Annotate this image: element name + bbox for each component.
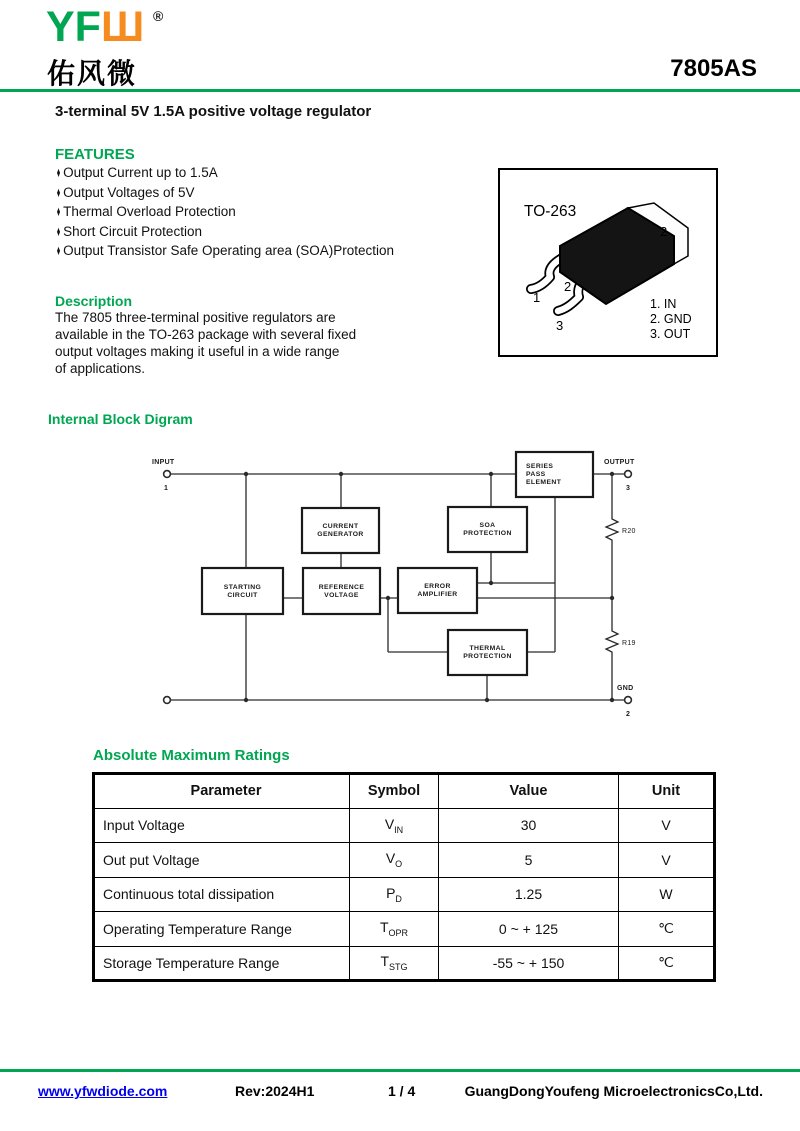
description-line: of applications. (55, 361, 146, 376)
diamond-bullet-icon: ♦ (56, 242, 61, 258)
unit-cell: ℃ (619, 946, 715, 981)
footer-divider (0, 1069, 800, 1072)
column-header-symbol: Symbol (350, 774, 439, 809)
package-outline-box (498, 168, 718, 357)
logo-w-text: Ш (100, 3, 145, 51)
diamond-bullet-icon: ♦ (56, 183, 61, 200)
description-line: The 7805 three-terminal positive regulators are (55, 310, 336, 325)
block-label: AMPLIFIER (417, 591, 458, 598)
block-label: STARTING (223, 584, 262, 591)
output-terminal (625, 471, 632, 478)
input-label: INPUT (152, 459, 175, 466)
page-number: 1 / 4 (388, 1083, 416, 1099)
block-label: ERROR (424, 583, 451, 590)
input-terminal (164, 471, 171, 478)
description-heading: Description (55, 293, 133, 309)
feature-text: Thermal Overload Protection (63, 204, 236, 219)
table-row (94, 912, 715, 947)
resistor-r19-symbol (606, 628, 618, 656)
to263-package-drawing (500, 170, 716, 355)
table-row (94, 843, 715, 878)
table-header-row (94, 774, 715, 809)
table-row (94, 877, 715, 912)
legend-pin1: 1. IN (650, 297, 677, 311)
block-label: PROTECTION (463, 530, 512, 537)
block-label: CIRCUIT (227, 592, 258, 599)
symbol-cell (350, 946, 439, 981)
table-row (94, 946, 715, 981)
feature-text: Output Voltages of 5V (63, 184, 195, 200)
parameter-cell: Operating Temperature Range (94, 912, 350, 947)
lead1 (531, 258, 562, 289)
symbol-base: V (384, 815, 395, 832)
tab-pin-label: 2 (660, 224, 668, 239)
company-name-chinese: 佑风微 (47, 58, 138, 89)
symbol-base: T (380, 953, 390, 970)
column-header-parameter: Parameter (94, 774, 350, 809)
ground-left-terminal (164, 697, 171, 704)
gnd-pin-number: 2 (626, 711, 631, 718)
block-label: VOLTAGE (324, 592, 359, 599)
company-logo (46, 3, 145, 51)
value-cell: 5 (439, 843, 619, 878)
starting-circuit-block (202, 568, 283, 614)
diamond-bullet-icon: ♦ (56, 164, 61, 180)
gnd-terminal (625, 697, 632, 704)
reference-voltage-block (303, 568, 380, 614)
diamond-bullet-icon: ♦ (56, 203, 61, 219)
feature-item (55, 183, 394, 203)
feature-item (55, 222, 394, 242)
header-divider (0, 89, 800, 92)
description-line: output voltages making it useful in a wide range (55, 344, 340, 359)
symbol-sub: STG (389, 962, 408, 973)
symbol-sub: D (395, 893, 402, 904)
symbol-sub: O (395, 859, 403, 870)
input-pin-number: 1 (164, 485, 169, 492)
block-label: SERIES (526, 463, 554, 470)
resistor-r20-symbol (606, 516, 618, 544)
package-name: TO-263 (524, 203, 577, 220)
internal-block-diagram (130, 440, 690, 730)
resistor-r19-label: R19 (622, 640, 636, 647)
block-label: CURRENT (322, 523, 359, 530)
value-cell: 30 (439, 808, 619, 843)
description-body (55, 309, 356, 377)
column-header-unit: Unit (619, 774, 715, 809)
feature-text: Short Circuit Protection (63, 223, 202, 239)
output-label: OUTPUT (604, 459, 635, 466)
part-number: 7805AS (670, 55, 757, 82)
column-header-value: Value (439, 774, 619, 809)
table-row (94, 808, 715, 843)
resistor-r20-label: R20 (622, 528, 636, 535)
feature-text: Output Transistor Safe Operating area (SOA)Protection (63, 243, 395, 258)
value-cell: 0 ~ + 125 (439, 912, 619, 947)
symbol-sub: IN (394, 824, 404, 835)
block-label: SOA (479, 522, 496, 529)
block-label: PROTECTION (463, 653, 512, 660)
features-heading: FEATURES (55, 146, 135, 163)
symbol-base: T (379, 919, 389, 936)
parameter-cell: Input Voltage (94, 808, 350, 843)
description-line: available in the TO-263 package with several fixed (55, 327, 357, 342)
unit-cell: W (619, 877, 715, 912)
revision-label: Rev:2024H1 (235, 1083, 315, 1099)
registered-trademark-icon: ® (153, 8, 164, 24)
pin1-label: 1 (533, 290, 541, 305)
symbol-base: V (385, 850, 396, 867)
symbol-cell (350, 912, 439, 947)
block-label: GENERATOR (317, 531, 364, 538)
website-link[interactable]: www.yfwdiode.com (38, 1083, 168, 1099)
value-cell: 1.25 (439, 877, 619, 912)
symbol-cell (350, 808, 439, 843)
pin2-label: 2 (564, 279, 572, 294)
symbol-sub: OPR (388, 928, 409, 939)
diagram-heading: Internal Block Digram (48, 411, 193, 427)
output-pin-number: 3 (626, 485, 631, 492)
block-label: PASS (526, 471, 546, 478)
ratings-heading: Absolute Maximum Ratings (93, 747, 290, 764)
company-name: GuangDongYoufeng MicroelectronicsCo,Ltd. (464, 1083, 763, 1099)
features-list (55, 163, 394, 261)
feature-item (55, 241, 394, 261)
value-cell: -55 ~ + 150 (439, 946, 619, 981)
feature-item (55, 163, 394, 183)
page-title: 3-terminal 5V 1.5A positive voltage regulator (55, 103, 372, 120)
pin3-label: 3 (556, 318, 564, 333)
symbol-cell (350, 877, 439, 912)
block-label: THERMAL (469, 645, 506, 652)
logo-yf-text: YF (46, 3, 101, 51)
parameter-cell: Out put Voltage (94, 843, 350, 878)
parameter-cell: Storage Temperature Range (94, 946, 350, 981)
symbol-base: P (386, 884, 396, 901)
legend-pin2: 2. GND (650, 312, 692, 326)
unit-cell: ℃ (619, 912, 715, 947)
diamond-bullet-icon: ♦ (56, 222, 61, 239)
gnd-label: GND (617, 685, 634, 692)
feature-item (55, 202, 394, 222)
ratings-table (92, 772, 716, 982)
symbol-cell (350, 843, 439, 878)
unit-cell: V (619, 843, 715, 878)
legend-pin3: 3. OUT (650, 327, 691, 341)
block-label: ELEMENT (526, 479, 562, 486)
block-label: REFERENCE (318, 584, 365, 591)
feature-text: Output Current up to 1.5A (63, 165, 218, 180)
parameter-cell: Continuous total dissipation (94, 877, 350, 912)
unit-cell: V (619, 808, 715, 843)
